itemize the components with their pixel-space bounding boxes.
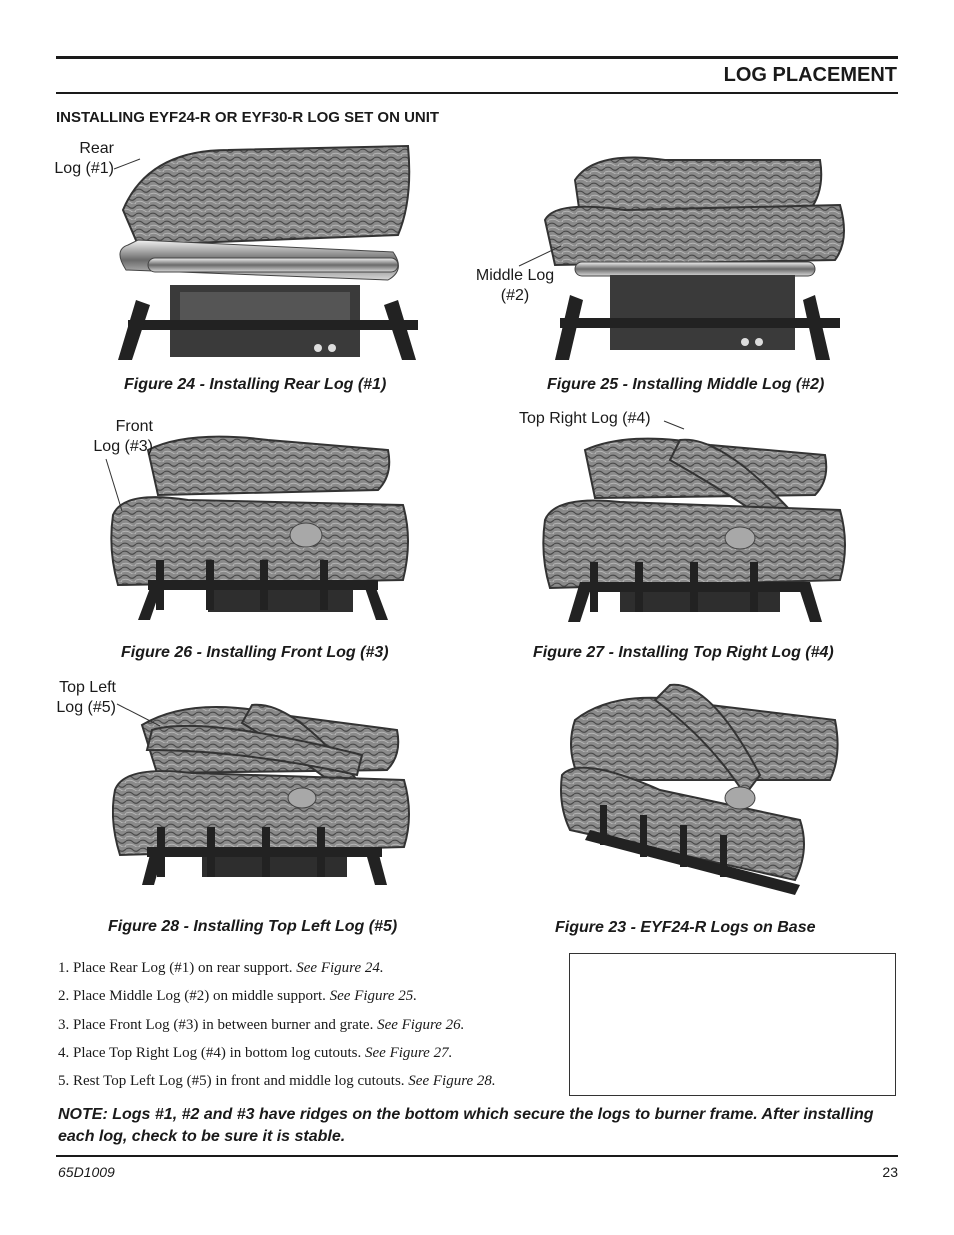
callout-line: Middle Log <box>475 267 555 284</box>
step-item <box>58 988 496 1016</box>
step-item <box>58 960 496 988</box>
leader-line <box>102 455 127 515</box>
figure-27-photo <box>540 430 855 622</box>
step-text: 5. Rest Top Left Log (#5) in front and middle log cutouts. <box>58 1073 405 1090</box>
note-text: : Logs #1, #2 and #3 have ridges on the bottom which secure the logs to burner frame. After installing each log, check to be sure it is stable. <box>58 1106 874 1145</box>
page-number: 23 <box>882 1164 898 1180</box>
step-figure-ref: See Figure 25. <box>329 988 417 1005</box>
callout-line: Log (#5) <box>56 699 116 716</box>
header-underline <box>56 92 898 94</box>
callout-middle-log <box>470 266 560 306</box>
callout-rear-log <box>52 139 114 179</box>
document-number: 65D1009 <box>58 1164 115 1180</box>
callout-top-right-log: Top Right Log (#4) <box>519 410 651 427</box>
callout-front-log <box>87 417 153 457</box>
figure-24-photo <box>108 140 428 365</box>
instruction-steps <box>58 960 496 1101</box>
figure-26-photo <box>108 430 418 620</box>
step-figure-ref: See Figure 27. <box>365 1044 453 1061</box>
step-text: 2. Place Middle Log (#2) on middle support. <box>58 988 326 1005</box>
step-text: 3. Place Front Log (#3) in between burner and grate. <box>58 1016 374 1033</box>
callout-line: Rear <box>79 140 114 157</box>
step-item <box>58 1073 496 1101</box>
callout-line: Log (#3) <box>93 438 153 455</box>
empty-note-box <box>569 953 896 1096</box>
figure-23-caption: Figure 23 - EYF24-R Logs on Base <box>555 919 816 936</box>
note-paragraph <box>58 1104 888 1148</box>
leader-line <box>662 418 687 433</box>
step-figure-ref: See Figure 28. <box>408 1073 496 1090</box>
leader-line <box>515 240 565 270</box>
callout-top-left-log <box>50 678 116 718</box>
callout-line: Top Left <box>59 679 116 696</box>
step-item <box>58 1017 496 1045</box>
section-heading: INSTALLING EYF24-R OR EYF30-R LOG SET ON UNIT <box>56 109 440 126</box>
top-rule <box>56 56 898 59</box>
figure-26-caption: Figure 26 - Installing Front Log (#3) <box>121 644 389 661</box>
leader-line <box>112 155 142 175</box>
callout-line: Front <box>115 418 153 435</box>
figure-23-photo <box>560 680 842 900</box>
figure-24-caption: Figure 24 - Installing Rear Log (#1) <box>124 376 387 393</box>
callout-line: Log (#1) <box>54 160 114 177</box>
figure-28-caption: Figure 28 - Installing Top Left Log (#5) <box>108 918 398 935</box>
step-figure-ref: See Figure 24. <box>296 960 384 976</box>
callout-line: (#2) <box>500 287 530 304</box>
footer-rule <box>56 1155 898 1157</box>
step-text: 1. Place Rear Log (#1) on rear support. <box>58 960 293 976</box>
step-figure-ref: See Figure 26. <box>377 1016 465 1033</box>
page-title: LOG PLACEMENT <box>723 64 897 86</box>
figure-25-caption: Figure 25 - Installing Middle Log (#2) <box>547 376 825 393</box>
step-item <box>58 1045 496 1073</box>
step-text: 4. Place Top Right Log (#4) in bottom log cutouts. <box>58 1044 362 1061</box>
figure-27-caption: Figure 27 - Installing Top Right Log (#4) <box>533 644 834 661</box>
leader-line <box>114 700 164 730</box>
figure-25-photo <box>535 150 855 362</box>
note-label: NOTE <box>58 1106 103 1123</box>
